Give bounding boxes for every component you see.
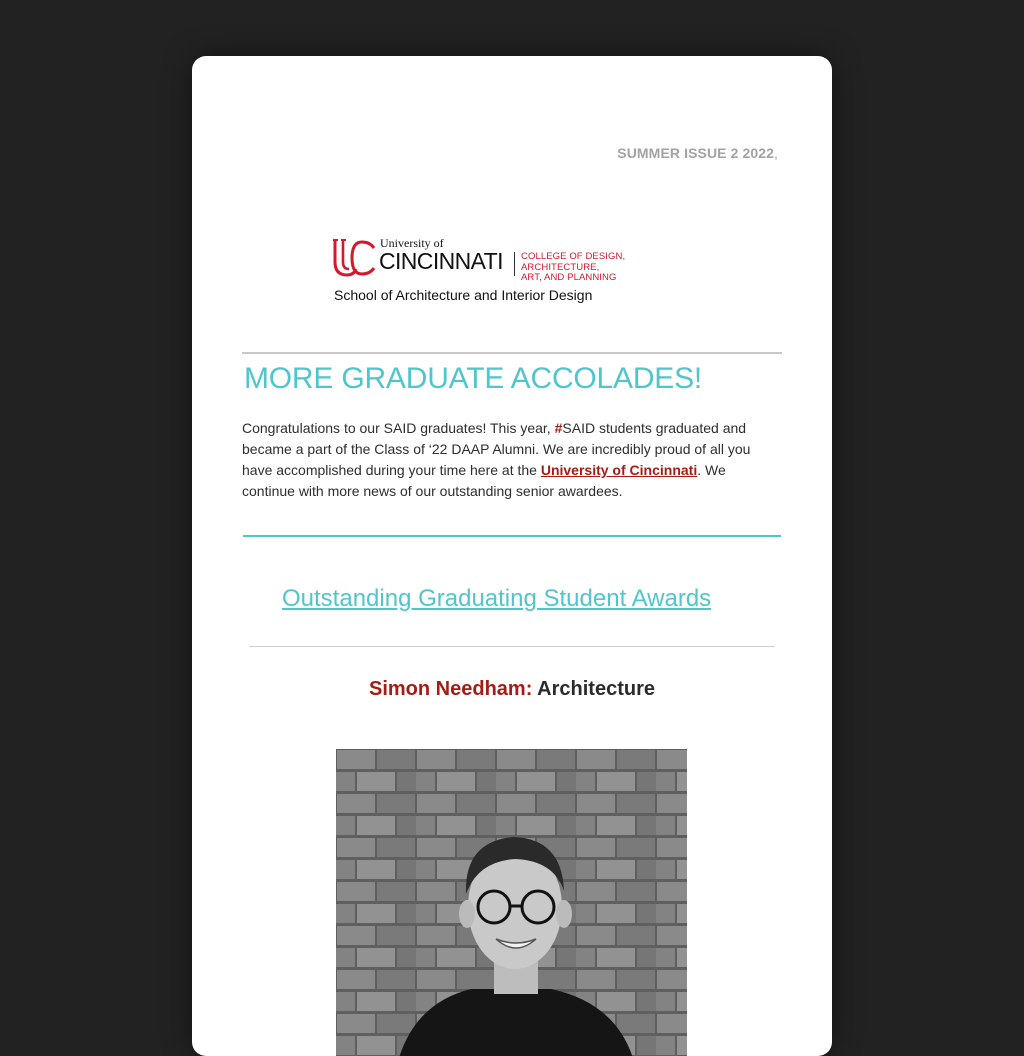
intro-text-part2: SAID students graduated and became a part of the Class of ‘22 DAAP Alumni. We are incredibly proud of all you have accomplished during your time here at the [242,420,751,478]
section-divider-teal [243,535,781,537]
uc-logo-icon [332,238,376,278]
student-portrait-photo [336,749,687,1056]
uc-daap-logo[interactable] [332,236,697,308]
issue-label-text: SUMMER ISSUE 2 2022 [617,145,774,161]
intro-text-part3: . We continue with more news of our outstanding senior awardees. [242,462,726,499]
student-name: Simon Needham: [369,678,533,700]
logo-university-of: University of [380,236,444,250]
logo-college-line2: ART, AND PLANNING [521,272,617,283]
student-heading [192,678,832,701]
intro-hashtag-symbol: # [554,420,563,436]
student-program: Architecture [532,678,655,700]
university-of-cincinnati-link[interactable]: University of Cincinnati [540,462,698,478]
issue-label [617,145,778,161]
logo-college-line1: COLLEGE OF DESIGN, ARCHITECTURE, [521,251,626,273]
article-intro [242,418,782,502]
article-headline: MORE GRADUATE ACCOLADES! [244,362,703,395]
logo-college-name [521,252,697,284]
logo-school-name: School of Architecture and Interior Design [334,287,593,303]
intro-text-part1: Congratulations to our SAID graduates! This year, [242,420,555,436]
section-divider-thin [249,646,775,647]
issue-label-suffix: , [774,145,778,161]
outstanding-awards-link[interactable]: Outstanding Graduating Student Awards [282,585,712,612]
logo-university-name: CINCINNATI [379,248,503,274]
section-divider-top [242,352,782,354]
logo-divider [514,252,515,276]
portrait-image [336,749,687,1056]
newsletter-card [192,56,832,1056]
